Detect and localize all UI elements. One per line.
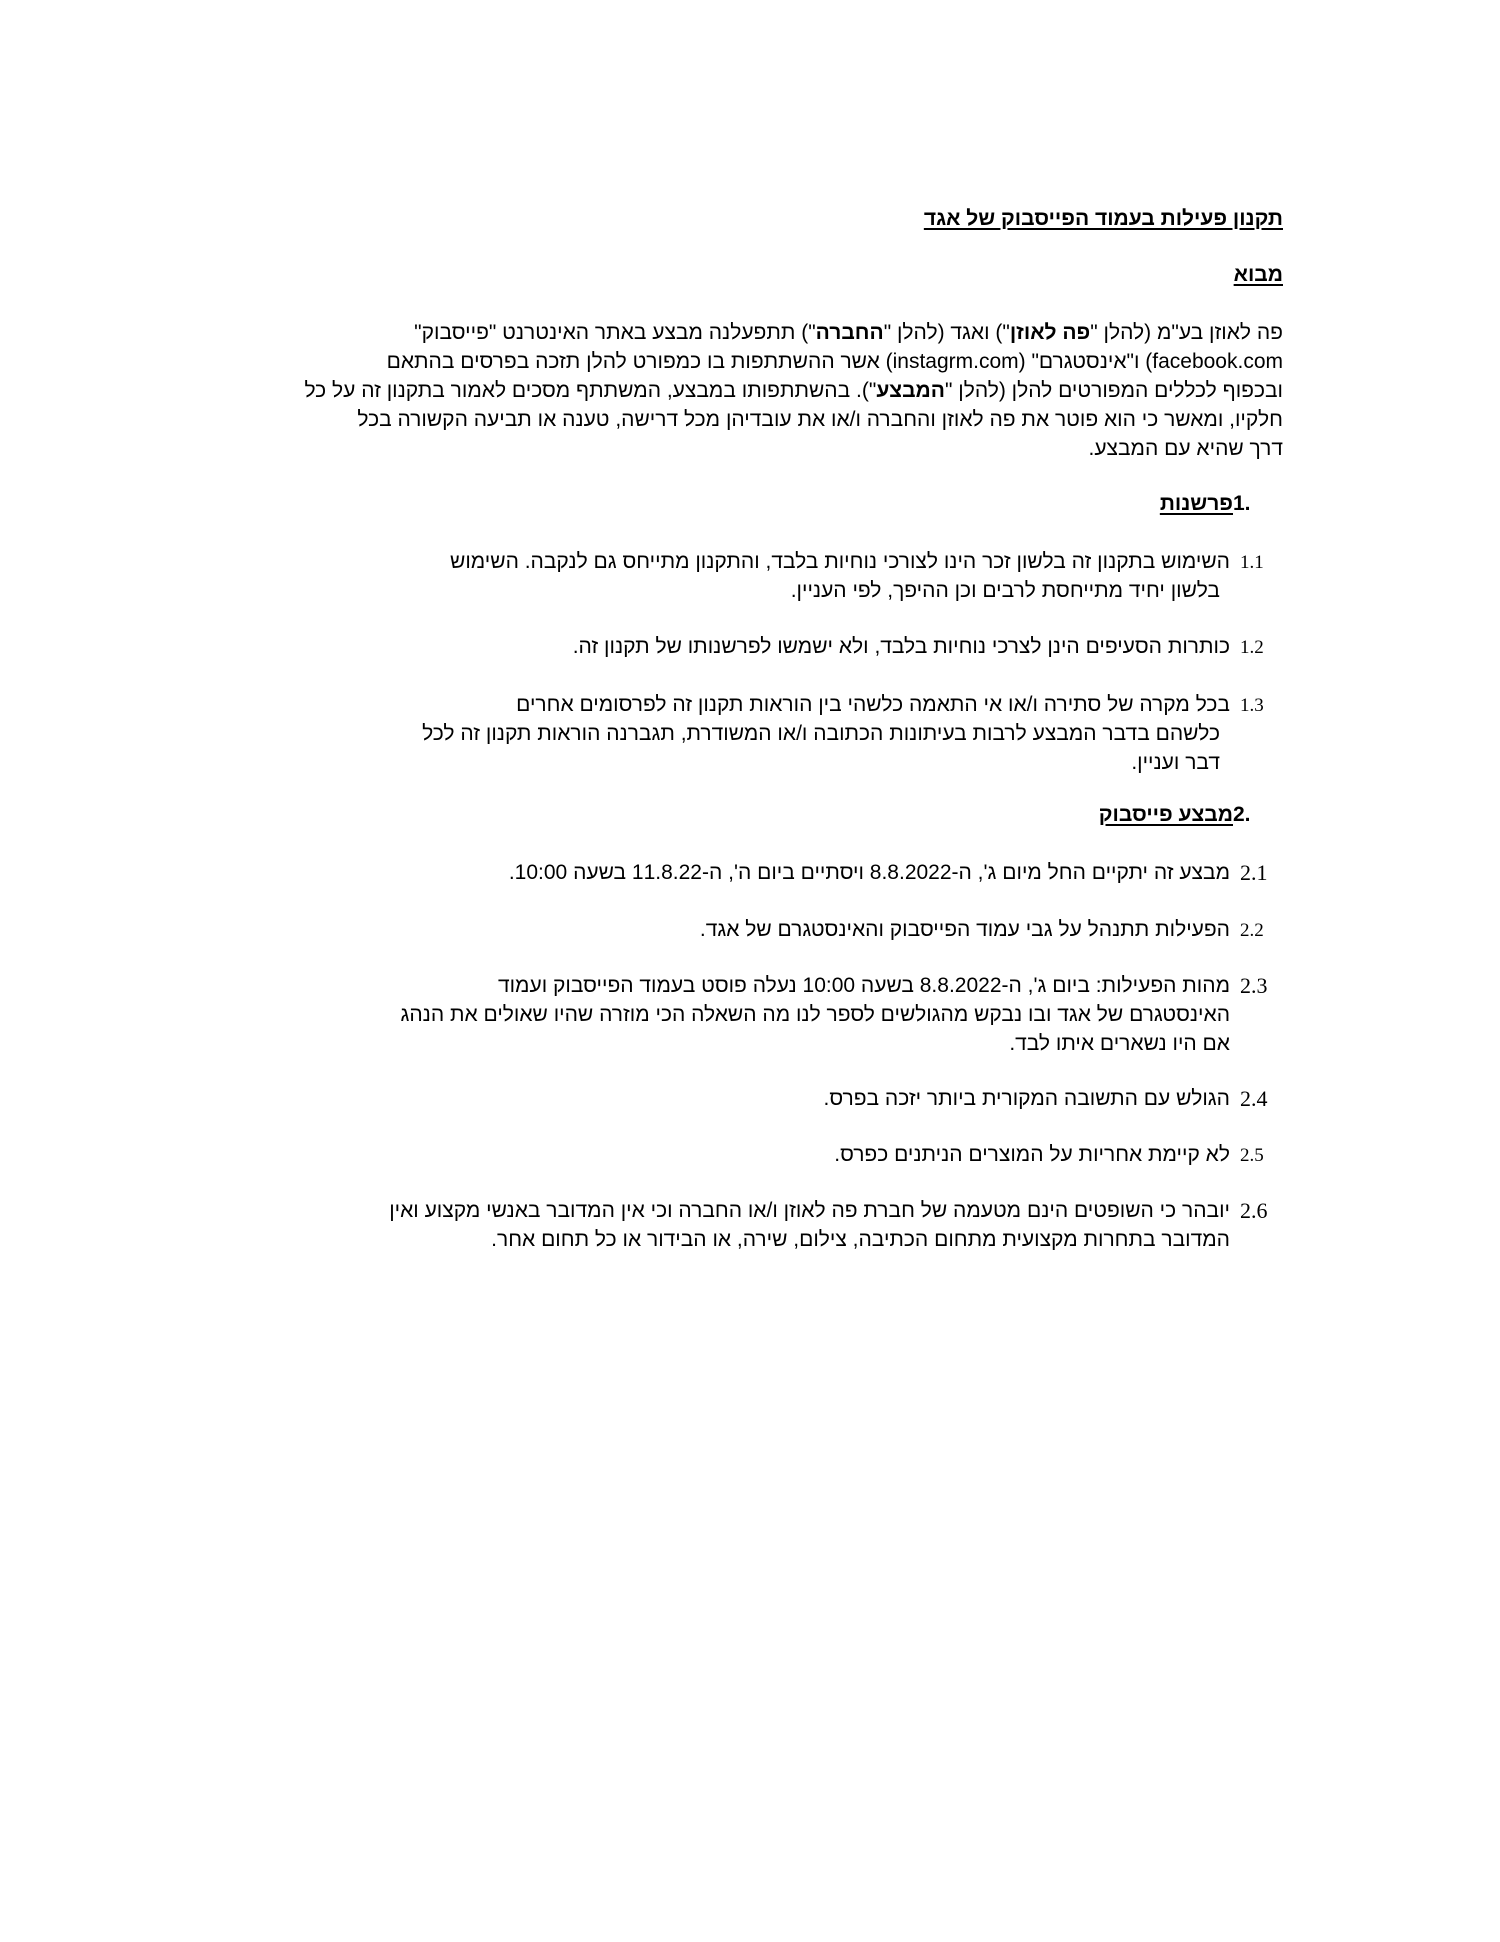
- clause-number: 2.2: [1240, 920, 1264, 941]
- clause-number: 2.6: [1240, 1198, 1268, 1223]
- document-title: תקנון פעילות בעמוד הפייסבוק של אגד: [923, 207, 1283, 230]
- intro-line: facebook.com) ו"אינסטגרם" (instagrm.com) אשר ההשתתפות בו כמפורט להלן תזכה בפרסים בהתאם: [386, 350, 1283, 373]
- clause-item: [508, 858, 1268, 887]
- clause-text: כותרות הסעיפים הינן לצרכי נוחיות בלבד, ולא ישמשו לפרשנותו של תקנון זה.: [572, 635, 1230, 658]
- intro-line: חלקיו, ומאשר כי הוא פוטר את פה לאוזן והחברה ו/או את עובדיהן מכל דרישה, טענה או תביעה הקשורה בכל: [357, 408, 1283, 431]
- intro-line: ובכפוף לכללים המפורטים להלן (להלן "המבצע"). בהשתתפותו במבצע, המשתתף מסכים לאמור בתקנון זה על כל: [304, 379, 1283, 402]
- clause-text: יובהר כי השופטים הינם מטעמה של חברת פה לאוזן ו/או החברה וכי אין המדובר באנשי מקצוע ואין המדובר בתחרות מקצועית מתחום הכתיבה, צילום, שירה, או הבידור או כל תחום אחר.: [389, 1199, 1230, 1251]
- clause-number: 1.2: [1240, 637, 1264, 658]
- clause-item: [400, 971, 1268, 1058]
- intro-line: דרך שהיא עם המבצע.: [1088, 437, 1283, 460]
- clause-text: מהות הפעילות: ביום ג', ה-8.8.2022 בשעה 10:00 נעלה פוסט בעמוד הפייסבוק ועמוד האינסטגרם של אגד ובו נבקש מהגולשים לספר לנו מה השאלה הכי מוזרה שהיו שאולים את הנהג אם היו נשארים איתו לבד.: [400, 974, 1230, 1055]
- intro-heading: מבוא: [1233, 263, 1283, 286]
- clause-text: הגולש עם התשובה המקורית ביותר יזכה בפרס.: [823, 1087, 1230, 1110]
- clause-text: השימוש בתקנון זה בלשון זכר הינו לצורכי נוחיות בלבד, והתקנון מתייחס גם לנקבה. השימוש בלשון יחיד מתייחסת לרבים וכן ההיפך, לפי העניין.: [450, 550, 1230, 602]
- defined-term: פה לאוזן: [1009, 321, 1091, 344]
- defined-term: המבצע: [876, 379, 945, 402]
- clause-item: [823, 1084, 1268, 1113]
- clause-number: 2.4: [1240, 1086, 1268, 1111]
- section-number: 1.: [1233, 492, 1251, 515]
- clause-item: [572, 632, 1264, 661]
- section-title: פרשנות: [1159, 492, 1233, 515]
- section-heading: [1099, 803, 1283, 827]
- clause-number: 1.1: [1240, 552, 1264, 573]
- defined-term: החברה: [815, 321, 884, 344]
- section-heading: [1160, 492, 1283, 516]
- clause-number: 2.5: [1240, 1145, 1264, 1166]
- clause-text: מבצע זה יתקיים החל מיום ג', ה-8.8.2022 ויסתיים ביום ה', ה-11.8.22 בשעה 10:00.: [508, 861, 1230, 884]
- clause-number: 1.3: [1240, 695, 1264, 716]
- clause-number: 2.3: [1240, 973, 1268, 998]
- clause-item: [450, 547, 1264, 605]
- clause-item: [834, 1140, 1264, 1169]
- section-title: מבצע פייסבוק: [1098, 803, 1233, 826]
- clause-item: [699, 915, 1264, 944]
- intro-line: פה לאוזן בע"מ (להלן "פה לאוזן") ואגד (להלן "החברה") תתפעלנה מבצע באתר האינטרנט "פייסבוק": [414, 321, 1283, 344]
- clause-number: 2.1: [1240, 860, 1268, 885]
- clause-text: בכל מקרה של סתירה ו/או אי התאמה כלשהי בין הוראות תקנון זה לפרסומים אחרים כלשהם בדבר המבצע לרבות בעיתונות הכתובה ו/או המשודרת, תגברנה הוראות תקנון זה לכל דבר ועניין.: [422, 693, 1230, 774]
- clause-text: לא קיימת אחריות על המוצרים הניתנים כפרס.: [834, 1143, 1230, 1166]
- section-number: 2.: [1233, 803, 1251, 826]
- clause-item: [422, 690, 1264, 777]
- clause-text: הפעילות תתנהל על גבי עמוד הפייסבוק והאינסטגרם של אגד.: [699, 918, 1230, 941]
- clause-item: [389, 1196, 1268, 1254]
- intro-paragraph: [218, 318, 1283, 463]
